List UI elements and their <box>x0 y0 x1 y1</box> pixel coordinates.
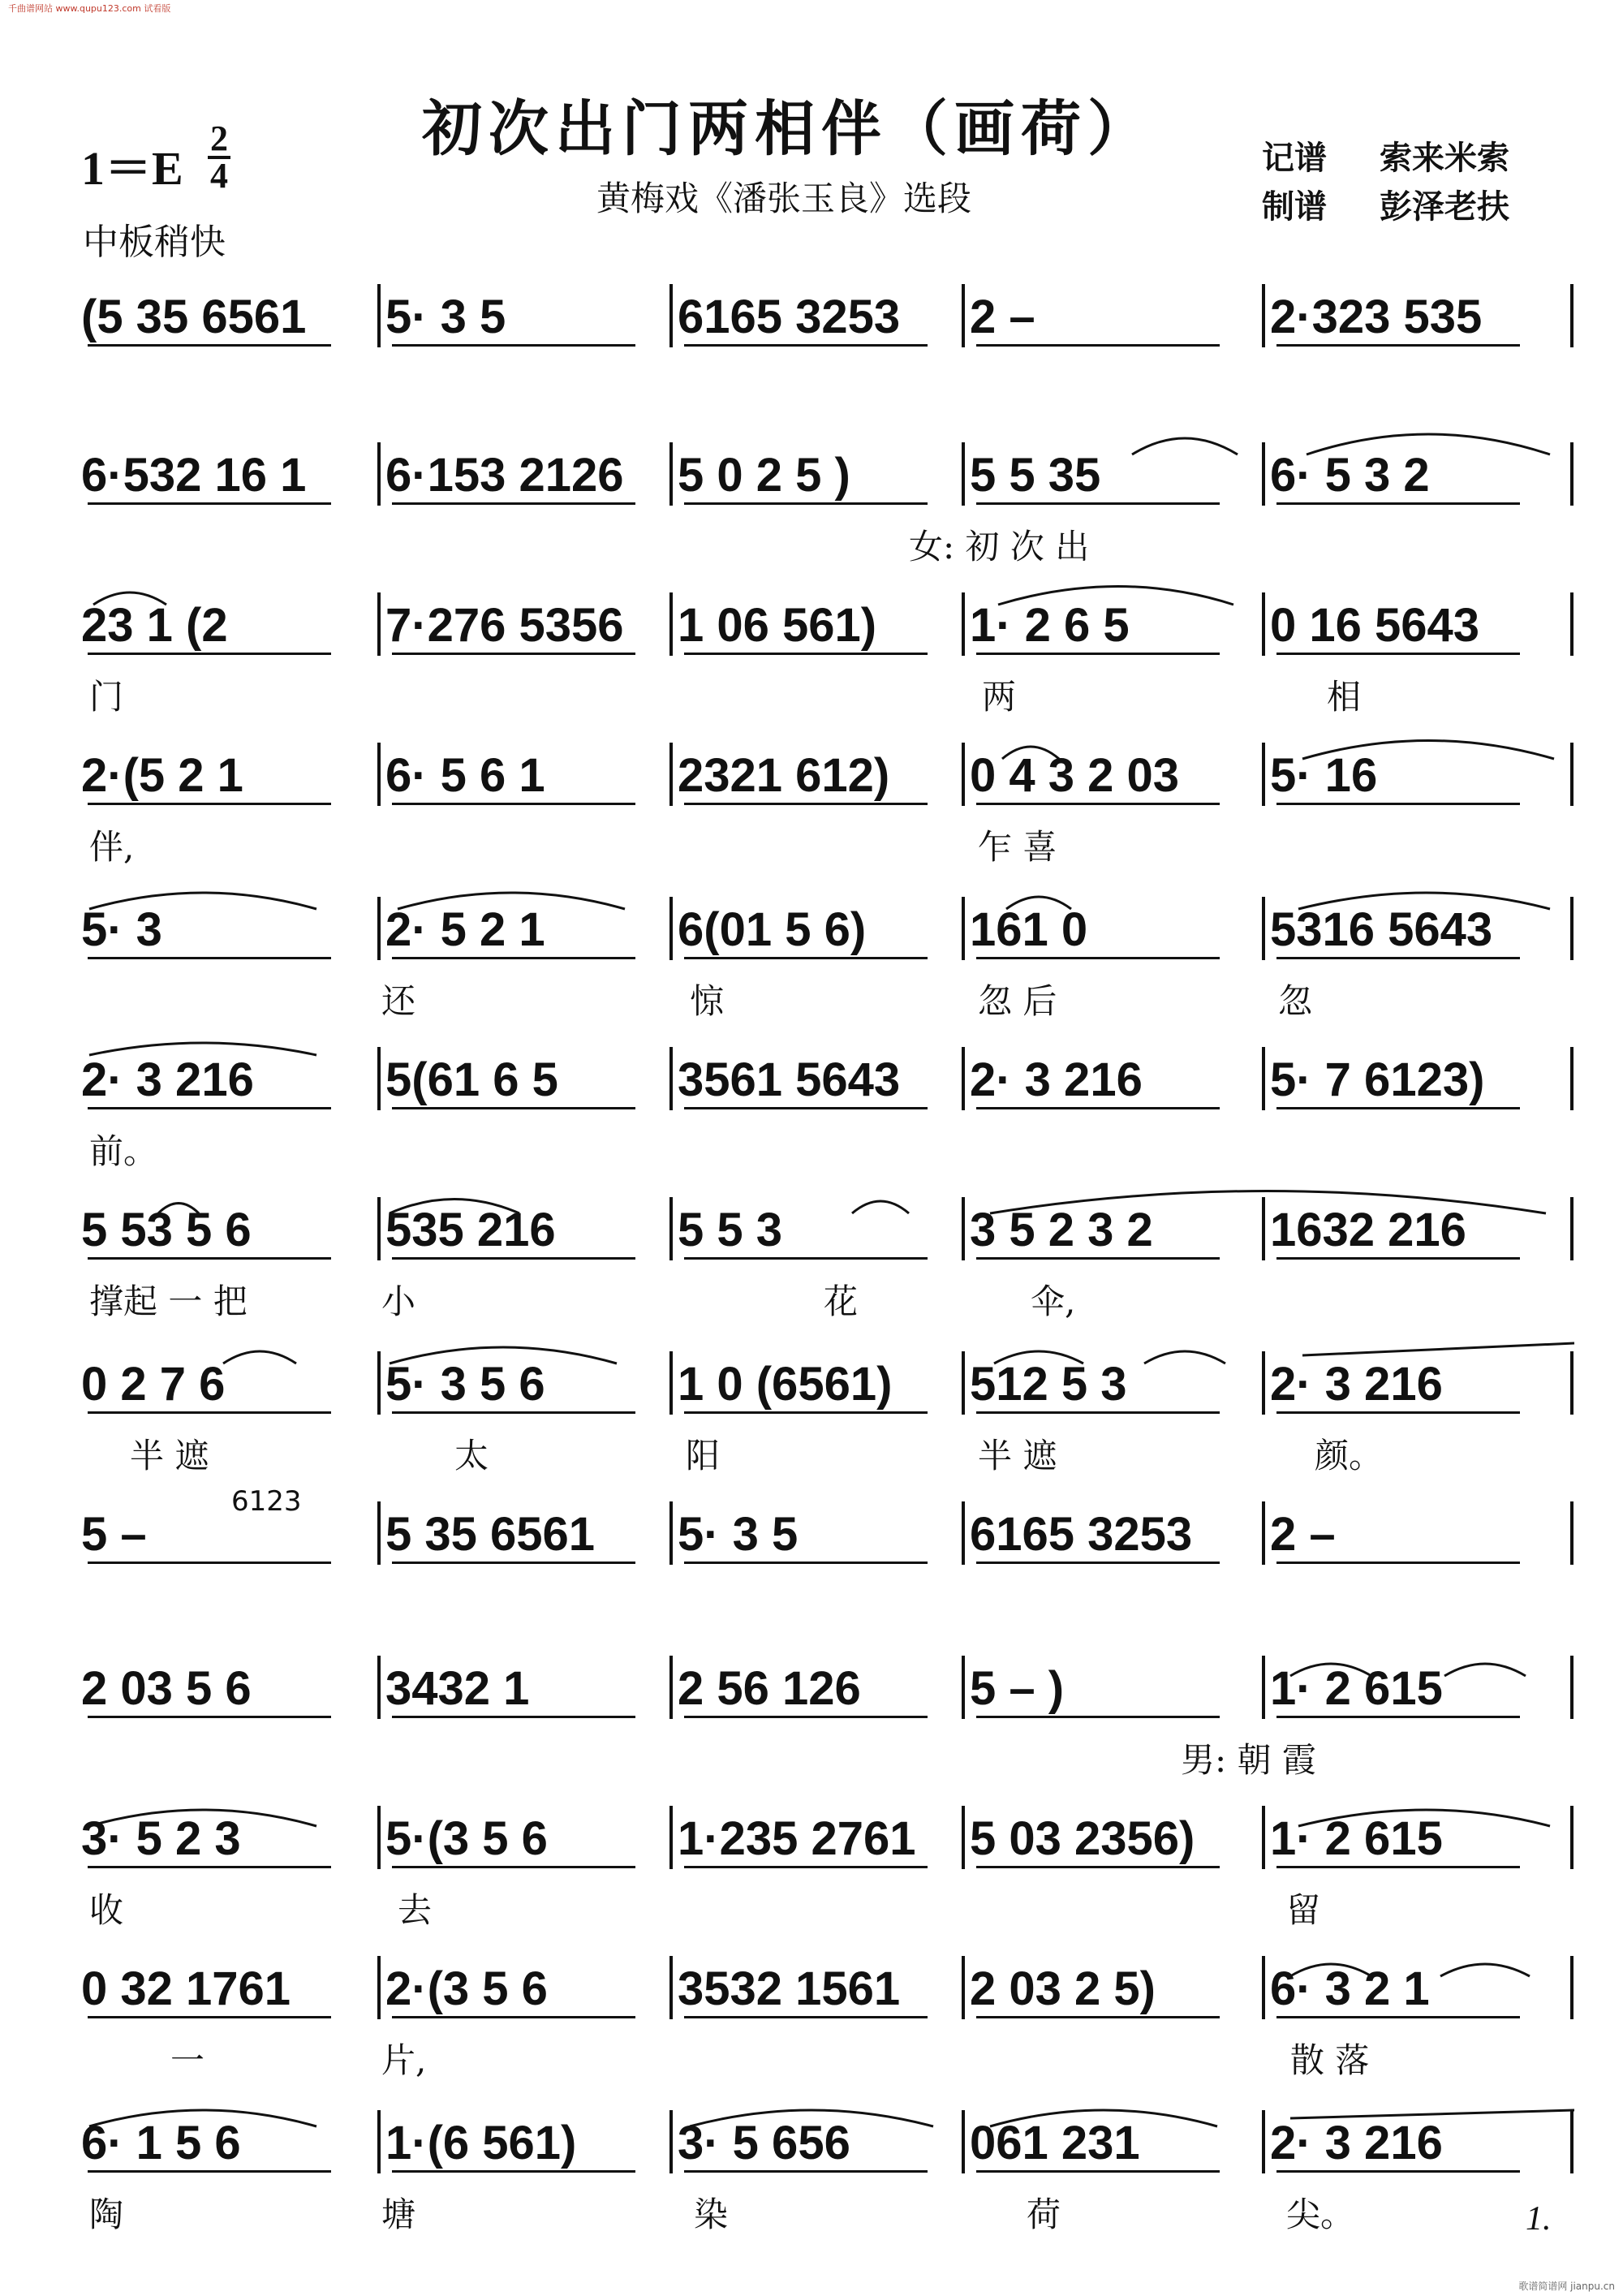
beam-line <box>88 2170 331 2173</box>
barline <box>1570 592 1573 656</box>
measure: 5· 3 <box>81 903 162 956</box>
lyric-text: 惊 <box>690 981 725 1021</box>
beam-line <box>684 2016 928 2018</box>
barline <box>962 1047 965 1110</box>
measure: 535 216 <box>385 1204 556 1256</box>
beam-line <box>976 957 1220 959</box>
beam-line <box>976 2016 1220 2018</box>
beam-line <box>976 803 1220 805</box>
beam-line <box>976 1866 1220 1868</box>
beam-line <box>392 502 635 505</box>
footer-site: 歌谱简谱网 jianpu.cn <box>1518 2281 1615 2292</box>
barline <box>1262 284 1265 347</box>
lyric-text: 去 <box>398 1890 433 1930</box>
staff-row <box>0 284 1623 430</box>
staff-row <box>0 592 1623 739</box>
barline <box>1570 897 1573 960</box>
barline <box>1262 897 1265 960</box>
credit-name: 索来米索 <box>1380 139 1509 177</box>
barline <box>1262 442 1265 506</box>
measure: 5· 16 <box>1270 749 1378 802</box>
barline <box>669 284 673 347</box>
measure: 2· 3 216 <box>81 1053 254 1106</box>
beam-line <box>976 344 1220 347</box>
beam-line <box>684 653 928 655</box>
barline <box>1262 1501 1265 1565</box>
measure: 5 5 3 <box>678 1204 782 1256</box>
barline <box>962 743 965 806</box>
staff-row <box>0 2110 1623 2256</box>
lyric-text: 门 <box>89 677 124 717</box>
lyric-text: 陶 <box>89 2195 124 2234</box>
barline <box>377 2110 381 2173</box>
tempo-marking: 中板稍快 <box>83 222 226 263</box>
barline <box>962 284 965 347</box>
measure: 0 2 7 6 <box>81 1358 226 1411</box>
beam-line <box>88 1562 331 1564</box>
measure: 6(01 5 6) <box>678 903 867 956</box>
credit-line <box>1262 134 1509 183</box>
barline <box>377 442 381 506</box>
beam-line <box>976 1107 1220 1109</box>
barline <box>1570 1501 1573 1565</box>
barline <box>1570 442 1573 506</box>
beam-line <box>88 1411 331 1414</box>
beam-line <box>1276 803 1520 805</box>
time-signature <box>207 118 231 196</box>
measure: 5 – <box>81 1508 147 1561</box>
measure: 0 16 5643 <box>1270 599 1480 652</box>
beam-line <box>976 502 1220 505</box>
measure: 5· 3 5 6 <box>385 1358 545 1411</box>
measure: 2·(5 2 1 <box>81 749 243 802</box>
lyric-text: 忽 后 <box>978 981 1057 1021</box>
measure: 6· 1 5 6 <box>81 2117 241 2169</box>
beam-line <box>976 2170 1220 2173</box>
beam-line <box>392 1716 635 1718</box>
beam-line <box>392 803 635 805</box>
beam-line <box>976 1716 1220 1718</box>
beam-line <box>392 2170 635 2173</box>
measure: 5(61 6 5 <box>385 1053 558 1106</box>
measure: 5 – ) <box>970 1662 1065 1715</box>
measure: 0 32 1761 <box>81 1962 291 2015</box>
barline <box>1262 743 1265 806</box>
staff-row <box>0 897 1623 1043</box>
beam-line <box>1276 957 1520 959</box>
barline <box>669 1806 673 1869</box>
barline <box>669 2110 673 2173</box>
beam-line <box>88 803 331 805</box>
measure: 23 1 (2 <box>81 599 228 652</box>
beam-line <box>684 1411 928 1414</box>
measure: 6· 3 2 1 <box>1270 1962 1430 2015</box>
barline <box>1262 1351 1265 1415</box>
barline <box>962 1806 965 1869</box>
measure: 2· 3 216 <box>1270 2117 1443 2169</box>
measure: 1632 216 <box>1270 1204 1466 1256</box>
beam-line <box>392 1257 635 1260</box>
barline <box>669 592 673 656</box>
lyric-text: 一 <box>170 2040 205 2080</box>
measure: 3432 1 <box>385 1662 530 1715</box>
measure: 1·235 2761 <box>678 1812 916 1865</box>
time-denominator: 4 <box>210 156 228 196</box>
barline <box>377 1197 381 1260</box>
beam-line <box>976 1257 1220 1260</box>
barline <box>669 743 673 806</box>
measure: 2· 3 216 <box>970 1053 1143 1106</box>
lyric-text: 太 <box>454 1436 489 1475</box>
measure: 5316 5643 <box>1270 903 1493 956</box>
lyric-text: 忽 <box>1278 981 1313 1021</box>
barline <box>1262 1047 1265 1110</box>
beam-line <box>684 1562 928 1564</box>
lyric-text: 塘 <box>381 2195 416 2234</box>
barline <box>962 2110 965 2173</box>
site-banner: 千曲谱网站 www.qupu123.com 试看版 <box>8 3 171 14</box>
barline <box>1570 1656 1573 1719</box>
measure: 1· 2 615 <box>1270 1662 1443 1715</box>
measure: 6·153 2126 <box>385 449 624 502</box>
beam-line <box>1276 653 1520 655</box>
beam-line <box>88 1866 331 1868</box>
barline <box>962 1197 965 1260</box>
beam-line <box>1276 344 1520 347</box>
barline <box>377 1351 381 1415</box>
beam-line <box>684 502 928 505</box>
measure: 1·(6 561) <box>385 2117 577 2169</box>
staff-row <box>0 1501 1623 1648</box>
credit-role: 制谱 <box>1262 187 1327 226</box>
measure: 2 – <box>970 291 1035 343</box>
barline <box>1570 1197 1573 1260</box>
barline <box>1262 2110 1265 2173</box>
barline <box>1262 1197 1265 1260</box>
beam-line <box>392 1866 635 1868</box>
lyric-text: 男: 朝 霞 <box>1181 1740 1316 1780</box>
staff-row <box>0 743 1623 889</box>
barline <box>669 1956 673 2019</box>
beam-line <box>976 653 1220 655</box>
barline <box>1570 2110 1573 2173</box>
lyric-text: 相 <box>1327 677 1362 717</box>
barline <box>1570 1047 1573 1110</box>
beam-line <box>88 653 331 655</box>
lyric-text: 收 <box>89 1890 124 1930</box>
staff-row <box>0 1351 1623 1497</box>
measure: 2 03 5 6 <box>81 1662 252 1715</box>
measure: 1· 2 615 <box>1270 1812 1443 1865</box>
measure: 3561 5643 <box>678 1053 901 1106</box>
beam-line <box>684 344 928 347</box>
barline <box>1262 1806 1265 1869</box>
beam-line <box>88 344 331 347</box>
beam-line <box>684 803 928 805</box>
lyric-text: 还 <box>381 981 416 1021</box>
lyric-text: 两 <box>982 677 1017 717</box>
measure: 5· 3 5 <box>385 291 506 343</box>
lyric-text: 伴, <box>89 827 135 867</box>
beam-line <box>976 1411 1220 1414</box>
barline <box>669 1351 673 1415</box>
barline <box>962 1656 965 1719</box>
measure: 2 03 2 5) <box>970 1962 1156 2015</box>
beam-line <box>392 2016 635 2018</box>
barline <box>377 284 381 347</box>
measure: 2321 612) <box>678 749 890 802</box>
lyric-text: 半 遮 <box>130 1436 209 1475</box>
measure: 2·(3 5 6 <box>385 1962 548 2015</box>
beam-line <box>392 1411 635 1414</box>
barline <box>1262 592 1265 656</box>
measure: (5 35 6561 <box>81 291 307 343</box>
time-numerator: 2 <box>210 118 228 158</box>
barline <box>669 1656 673 1719</box>
measure: 5 35 6561 <box>385 1508 596 1561</box>
measure: 7·276 5356 <box>385 599 624 652</box>
staff-row <box>0 1806 1623 1952</box>
barline <box>669 1197 673 1260</box>
page-title: 初次出门两相伴（画荷） <box>422 94 1154 164</box>
barline <box>377 743 381 806</box>
beam-line <box>1276 1257 1520 1260</box>
barline <box>1570 1956 1573 2019</box>
staff-row <box>0 1656 1623 1802</box>
beam-line <box>684 957 928 959</box>
barline <box>377 1956 381 2019</box>
beam-line <box>392 653 635 655</box>
measure: 1 06 561) <box>678 599 877 652</box>
measure: 5·(3 5 6 <box>385 1812 548 1865</box>
barline <box>962 1956 965 2019</box>
staff-row <box>0 1047 1623 1193</box>
barline <box>1570 1806 1573 1869</box>
beam-line <box>1276 1562 1520 1564</box>
barline <box>1570 1351 1573 1415</box>
barline <box>377 1047 381 1110</box>
lyric-text: 撑起 一 把 <box>89 1282 248 1321</box>
ending-mark: 1. <box>1526 2200 1552 2238</box>
beam-line <box>1276 1716 1520 1718</box>
lyric-text: 尖。 <box>1286 2195 1355 2234</box>
beam-line <box>392 344 635 347</box>
barline <box>669 1501 673 1565</box>
staff-row <box>0 442 1623 588</box>
measure: 061 231 <box>970 2117 1140 2169</box>
grace-note-group: 6123 <box>231 1485 302 1518</box>
barline <box>962 1501 965 1565</box>
measure: 2 – <box>1270 1508 1336 1561</box>
measure: 512 5 3 <box>970 1358 1127 1411</box>
measure: 5 0 2 5 ) <box>678 449 850 502</box>
beam-line <box>88 1107 331 1109</box>
beam-line <box>684 1866 928 1868</box>
beam-line <box>1276 2170 1520 2173</box>
beam-line <box>88 502 331 505</box>
lyric-text: 颜。 <box>1315 1436 1384 1475</box>
beam-line <box>1276 2016 1520 2018</box>
page-subtitle: 黄梅戏《潘张玉良》选段 <box>596 179 972 218</box>
beam-line <box>392 957 635 959</box>
barline <box>1262 1656 1265 1719</box>
beam-line <box>392 1562 635 1564</box>
beam-line <box>392 1107 635 1109</box>
lyric-text: 阳 <box>686 1436 721 1475</box>
measure: 2· 5 2 1 <box>385 903 545 956</box>
staff-row <box>0 1197 1623 1343</box>
barline <box>962 592 965 656</box>
key-signature: 1＝E <box>81 142 183 195</box>
lyric-text: 留 <box>1286 1890 1321 1930</box>
beam-line <box>88 2016 331 2018</box>
lyric-text: 乍 喜 <box>978 827 1057 867</box>
measure: 1 0 (6561) <box>678 1358 893 1411</box>
measure: 2·323 535 <box>1270 291 1483 343</box>
lyric-text: 染 <box>694 2195 729 2234</box>
barline <box>377 897 381 960</box>
credits <box>1262 134 1509 231</box>
credit-line <box>1262 183 1509 231</box>
beam-line <box>1276 502 1520 505</box>
measure: 3 5 2 3 2 <box>970 1204 1153 1256</box>
measure: 3· 5 2 3 <box>81 1812 241 1865</box>
barline <box>962 1351 965 1415</box>
lyric-text: 散 落 <box>1290 2040 1370 2080</box>
credit-role: 记谱 <box>1262 139 1327 177</box>
lyric-text: 半 遮 <box>978 1436 1057 1475</box>
measure: 5· 7 6123) <box>1270 1053 1485 1106</box>
measure: 5 53 5 6 <box>81 1204 252 1256</box>
barline <box>377 1656 381 1719</box>
lyric-text: 小 <box>381 1282 416 1321</box>
lyric-text: 片, <box>381 2040 427 2080</box>
measure: 6165 3253 <box>678 291 901 343</box>
measure: 0 4 3 2 03 <box>970 749 1179 802</box>
lyric-text: 前。 <box>89 1131 158 1171</box>
measure: 5 03 2356) <box>970 1812 1195 1865</box>
measure: 6· 5 6 1 <box>385 749 545 802</box>
barline <box>377 1806 381 1869</box>
measure: 6· 5 3 2 <box>1270 449 1430 502</box>
measure: 6165 3253 <box>970 1508 1193 1561</box>
lyric-text: 伞, <box>1031 1282 1076 1321</box>
barline <box>669 897 673 960</box>
beam-line <box>1276 1866 1520 1868</box>
barline <box>1570 743 1573 806</box>
barline <box>1262 1956 1265 2019</box>
measure: 2· 3 216 <box>1270 1358 1443 1411</box>
barline <box>669 442 673 506</box>
barline <box>962 897 965 960</box>
measure: 3· 5 656 <box>678 2117 850 2169</box>
lyric-text: 荷 <box>1027 2195 1061 2234</box>
barline <box>377 1501 381 1565</box>
measure: 161 0 <box>970 903 1088 956</box>
beam-line <box>684 1257 928 1260</box>
beam-line <box>684 1716 928 1718</box>
beam-line <box>88 1716 331 1718</box>
lyric-text: 女: 初 次 出 <box>909 527 1090 566</box>
beam-line <box>1276 1411 1520 1414</box>
measure: 3532 1561 <box>678 1962 901 2015</box>
measure: 1· 2 6 5 <box>970 599 1130 652</box>
beam-line <box>976 1562 1220 1564</box>
barline <box>962 442 965 506</box>
credit-name: 彭泽老扶 <box>1380 187 1509 226</box>
beam-line <box>1276 1107 1520 1109</box>
measure: 2 56 126 <box>678 1662 861 1715</box>
beam-line <box>684 2170 928 2173</box>
barline <box>669 1047 673 1110</box>
barline <box>1570 284 1573 347</box>
barline <box>377 592 381 656</box>
beam-line <box>684 1107 928 1109</box>
measure: 5· 3 5 <box>678 1508 799 1561</box>
beam-line <box>88 1257 331 1260</box>
lyric-text: 花 <box>824 1282 859 1321</box>
beam-line <box>88 957 331 959</box>
measure: 6·532 16 1 <box>81 449 307 502</box>
measure: 5 5 35 <box>970 449 1101 502</box>
staff-row <box>0 1956 1623 2102</box>
